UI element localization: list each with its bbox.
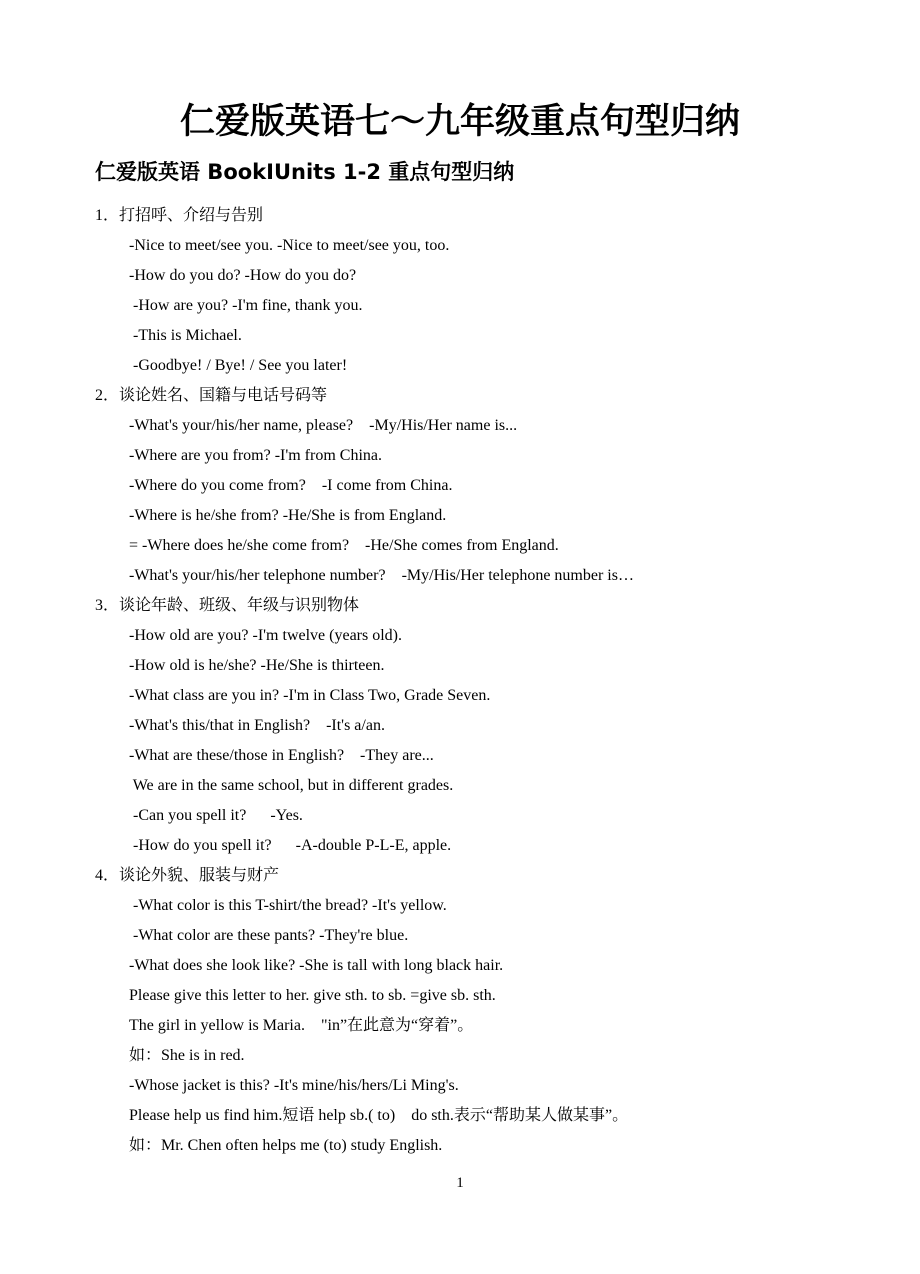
document-title: 仁爱版英语七～九年级重点句型归纳: [179, 102, 740, 142]
document-body: [95, 201, 875, 1161]
sentence-line: Please give this letter to her. give sth. to sb. =give sb. sth.: [129, 987, 496, 1004]
sentence-line: -Goodbye! / Bye! / See you later!: [129, 357, 348, 374]
page-number: 1: [456, 1175, 464, 1191]
sentence-line: -Can you spell it? -Yes.: [129, 807, 303, 824]
sentence-line: -What's this/that in English? -It's a/an.: [129, 717, 385, 734]
sentence-line: -What class are you in? -I'm in Class Two, Grade Seven.: [129, 687, 491, 704]
section-heading: 2．谈论姓名、国籍与电话号码等: [95, 387, 328, 404]
sentence-line: -What's your/his/her name, please? -My/His/Her name is...: [129, 417, 518, 434]
sentence-line: -How are you? -I'm fine, thank you.: [129, 297, 363, 314]
sentence-line: 如：Mr. Chen often helps me (to) study English.: [129, 1137, 443, 1154]
section-heading: 4．谈论外貌、服装与财产: [95, 867, 280, 884]
sentence-line: -What's your/his/her telephone number? -My/His/Her telephone number is…: [129, 567, 634, 584]
sentence-line: -How do you do? -How do you do?: [129, 267, 357, 284]
section-heading: 1．打招呼、介绍与告别: [95, 207, 264, 224]
sentence-line: -How do you spell it? -A-double P-L-E, apple.: [129, 837, 452, 854]
sentence-line: -This is Michael.: [129, 327, 242, 344]
sentence-line: The girl in yellow is Maria. "in”在此意为“穿着”。: [129, 1017, 474, 1034]
sentence-line: -Nice to meet/see you. -Nice to meet/see you, too.: [129, 237, 450, 254]
sentence-line: We are in the same school, but in different grades.: [129, 777, 454, 794]
sentence-line: -What does she look like? -She is tall with long black hair.: [129, 957, 504, 974]
sentence-line: = -Where does he/she come from? -He/She comes from England.: [129, 537, 559, 554]
sentence-line: -How old is he/she? -He/She is thirteen.: [129, 657, 385, 674]
section-subtitle: 仁爱版英语 BookⅠUnits 1-2 重点句型归纳: [95, 160, 515, 184]
sentence-line: -What are these/those in English? -They are...: [129, 747, 434, 764]
section-heading: 3．谈论年龄、班级、年级与识别物体: [95, 597, 360, 614]
sentence-line: -Whose jacket is this? -It's mine/his/hers/Li Ming's.: [129, 1077, 459, 1094]
sentence-line: Please help us find him.短语 help sb.( to) do sth.表示“帮助某人做某事”。: [129, 1107, 629, 1124]
sentence-line: -Where do you come from? -I come from China.: [129, 477, 453, 494]
sentence-line: -What color are these pants? -They're blue.: [129, 927, 409, 944]
sentence-line: -Where are you from? -I'm from China.: [129, 447, 382, 464]
sentence-line: -How old are you? -I'm twelve (years old).: [129, 627, 403, 644]
sentence-line: -What color is this T-shirt/the bread? -It's yellow.: [129, 897, 447, 914]
sentence-line: 如：She is in red.: [129, 1047, 245, 1064]
sentence-line: -Where is he/she from? -He/She is from England.: [129, 507, 447, 524]
